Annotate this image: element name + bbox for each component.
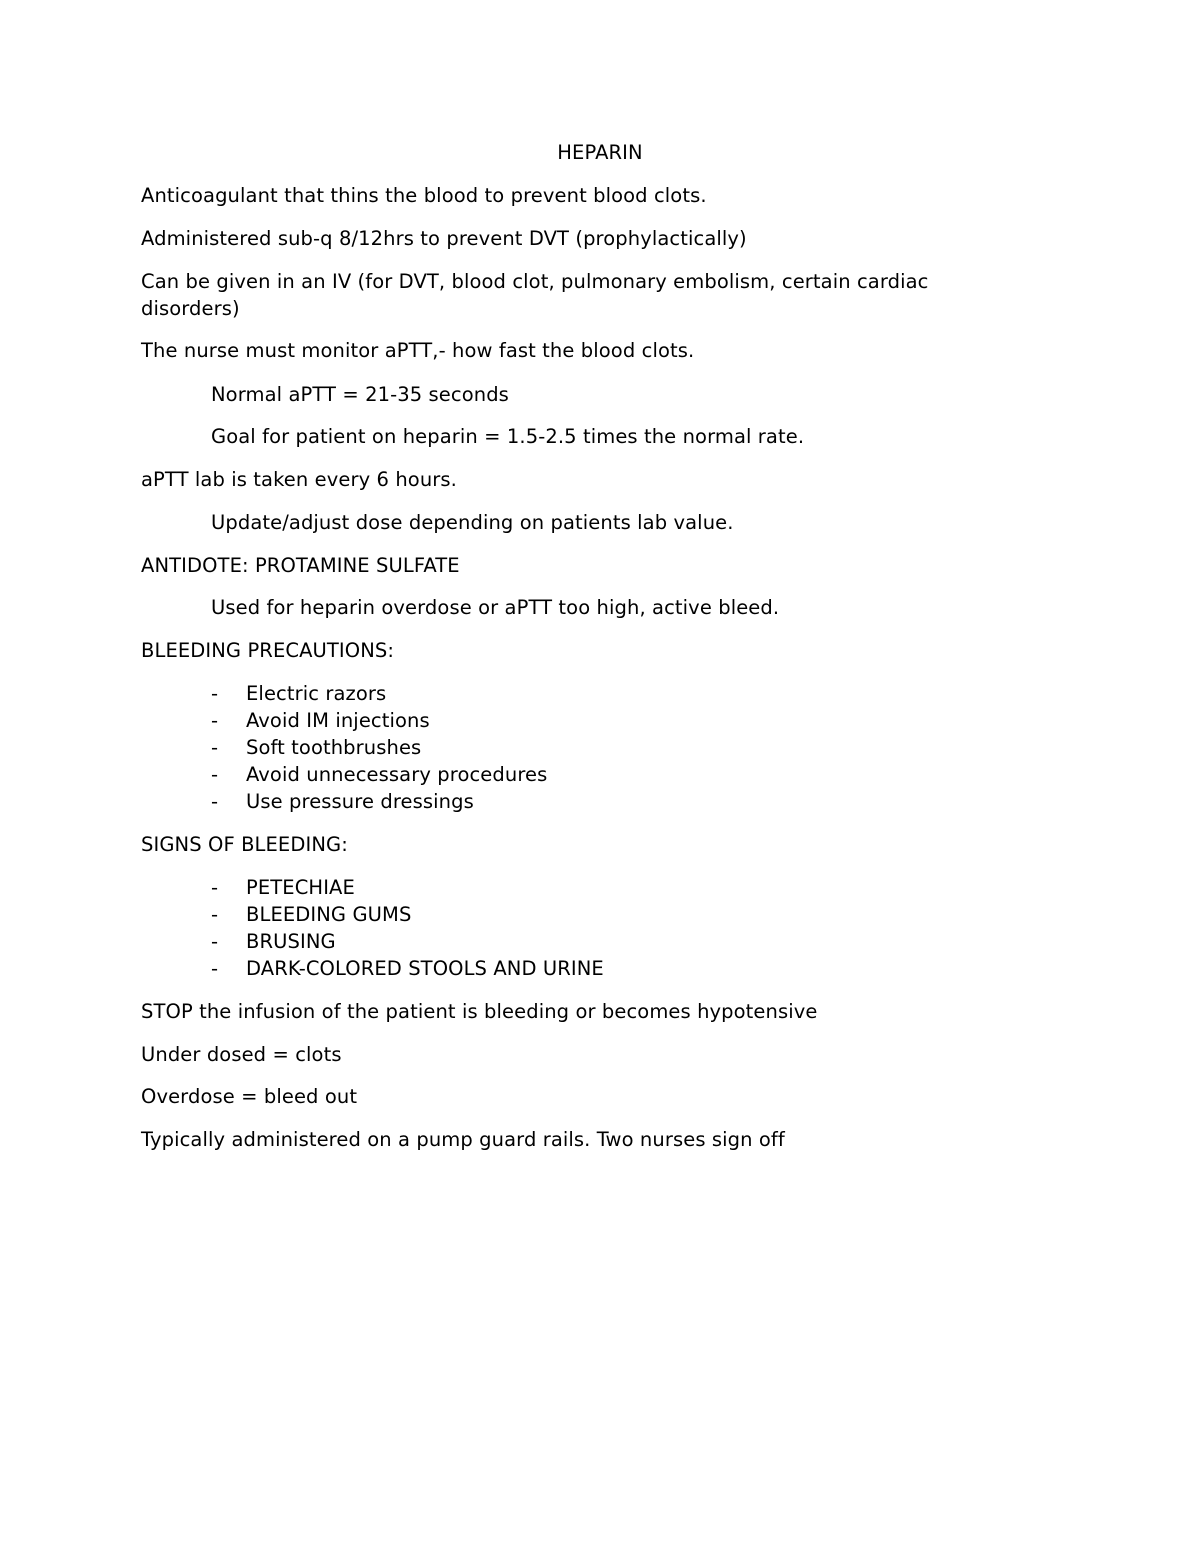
list-item: PETECHIAE	[246, 876, 355, 899]
paragraph-iv-line1: Can be given in an IV (for DVT, blood clot, pulmonary embolism, certain cardiac	[141, 270, 929, 293]
bullet-marker: -	[211, 736, 219, 759]
bullet-marker: -	[211, 957, 219, 980]
list-item: BRUSING	[246, 930, 336, 953]
paragraph-iv-line2: disorders)	[141, 297, 240, 320]
signs-heading: SIGNS OF BLEEDING:	[141, 833, 348, 856]
paragraph-pump-guard-rails: Typically administered on a pump guard rails. Two nurses sign off	[141, 1128, 785, 1151]
document-title: HEPARIN	[557, 141, 643, 164]
indented-normal-aptt: Normal aPTT = 21-35 seconds	[211, 383, 509, 406]
bullet-marker: -	[211, 709, 219, 732]
bullet-marker: -	[211, 930, 219, 953]
bullet-marker: -	[211, 790, 219, 813]
precautions-heading: BLEEDING PRECAUTIONS:	[141, 639, 395, 662]
list-item: Use pressure dressings	[246, 790, 474, 813]
list-item: Electric razors	[246, 682, 387, 705]
list-item: Avoid IM injections	[246, 709, 430, 732]
list-item: DARK-COLORED STOOLS AND URINE	[246, 957, 604, 980]
list-item: BLEEDING GUMS	[246, 903, 412, 926]
bullet-marker: -	[211, 876, 219, 899]
paragraph-stop-infusion: STOP the infusion of the patient is bleeding or becomes hypotensive	[141, 1000, 818, 1023]
paragraph-definition: Anticoagulant that thins the blood to prevent blood clots.	[141, 184, 707, 207]
list-item: Avoid unnecessary procedures	[246, 763, 548, 786]
indented-adjust-dose: Update/adjust dose depending on patients lab value.	[211, 511, 734, 534]
bullet-marker: -	[211, 903, 219, 926]
bullet-marker: -	[211, 763, 219, 786]
paragraph-under-dosed: Under dosed = clots	[141, 1043, 342, 1066]
paragraph-lab-frequency: aPTT lab is taken every 6 hours.	[141, 468, 457, 491]
bullet-marker: -	[211, 682, 219, 705]
indented-antidote-use: Used for heparin overdose or aPTT too high, active bleed.	[211, 596, 780, 619]
indented-goal-aptt: Goal for patient on heparin = 1.5-2.5 times the normal rate.	[211, 425, 805, 448]
list-item: Soft toothbrushes	[246, 736, 422, 759]
paragraph-overdose: Overdose = bleed out	[141, 1085, 358, 1108]
paragraph-monitor: The nurse must monitor aPTT,- how fast the blood clots.	[141, 339, 695, 362]
antidote-heading: ANTIDOTE: PROTAMINE SULFATE	[141, 554, 460, 577]
paragraph-administration: Administered sub-q 8/12hrs to prevent DVT (prophylactically)	[141, 227, 747, 250]
